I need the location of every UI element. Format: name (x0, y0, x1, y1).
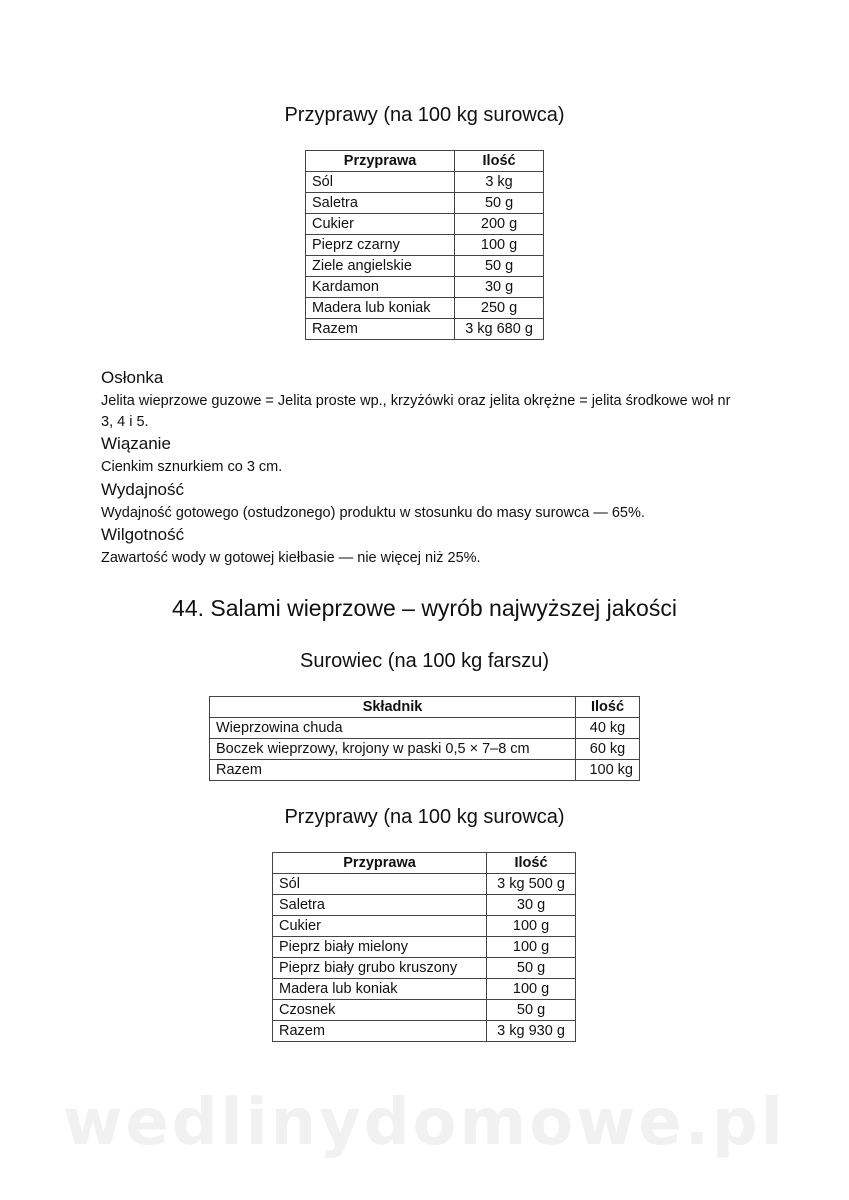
ingredient-cell: Razem (210, 760, 576, 781)
moisture-heading: Wilgotność (101, 525, 185, 544)
quantity-cell: 200 g (455, 214, 544, 235)
table-row (306, 298, 544, 319)
table-row (273, 1021, 576, 1042)
ingredient-cell: Razem (306, 319, 455, 340)
raw-material-table (209, 696, 640, 781)
ingredient-cell: Madera lub koniak (306, 298, 455, 319)
quantity-cell: 100 g (455, 235, 544, 256)
raw-material-title: Surowiec (na 100 kg farszu) (299, 650, 549, 672)
ingredient-cell: Saletra (273, 895, 487, 916)
column-header: Ilość (487, 853, 576, 874)
ingredient-cell: Cukier (306, 214, 455, 235)
column-header: Składnik (210, 697, 576, 718)
table-row (273, 874, 576, 895)
table-row (306, 319, 544, 340)
ingredient-cell: Wieprzowina chuda (210, 718, 576, 739)
quantity-cell: 3 kg (455, 172, 544, 193)
ingredient-cell: Boczek wieprzowy, krojony w paski 0,5 × 7–8 cm (210, 739, 576, 760)
casing-heading: Osłonka (101, 368, 164, 387)
table-row (273, 1000, 576, 1021)
ingredient-cell: Czosnek (273, 1000, 487, 1021)
ingredient-cell: Sól (273, 874, 487, 895)
table-row (210, 739, 640, 760)
moisture-text: Zawartość wody w gotowej kiełbasie — nie więcej niż 25%. (101, 550, 481, 566)
table-row (306, 172, 544, 193)
quantity-cell: 50 g (455, 193, 544, 214)
ingredient-cell: Kardamon (306, 277, 455, 298)
quantity-cell: 3 kg 680 g (455, 319, 544, 340)
quantity-cell: 30 g (487, 895, 576, 916)
column-header: Przyprawa (273, 853, 487, 874)
table-header-row (210, 697, 640, 718)
column-header: Przyprawa (306, 151, 455, 172)
quantity-cell: 40 kg (576, 718, 640, 739)
table-row (306, 256, 544, 277)
ingredient-cell: Madera lub koniak (273, 979, 487, 1000)
column-header: Ilość (576, 697, 640, 718)
ingredient-cell: Razem (273, 1021, 487, 1042)
table-header-row (306, 151, 544, 172)
table-row (306, 277, 544, 298)
recipe-title: 44. Salami wieprzowe – wyrób najwyższej jakości (172, 595, 677, 621)
quantity-cell: 60 kg (576, 739, 640, 760)
quantity-cell: 100 kg (576, 760, 640, 781)
table-header-row (273, 853, 576, 874)
yield-heading: Wydajność (101, 480, 184, 499)
quantity-cell: 50 g (455, 256, 544, 277)
quantity-cell: 250 g (455, 298, 544, 319)
tying-text: Cienkim sznurkiem co 3 cm. (101, 459, 283, 475)
spices-table-1 (305, 150, 544, 340)
quantity-cell: 3 kg 930 g (487, 1021, 576, 1042)
quantity-cell: 100 g (487, 979, 576, 1000)
yield-text: Wydajność gotowego (ostudzonego) produktu w stosunku do masy surowca — 65%. (101, 505, 645, 521)
casing-text: Jelita wieprzowe guzowe = Jelita proste wp., krzyżówki oraz jelita okrężne = jelita środkowe woł nr 3, 4 i 5. (101, 393, 731, 430)
table-row (273, 895, 576, 916)
table-row (210, 760, 640, 781)
ingredient-cell: Cukier (273, 916, 487, 937)
table-row (273, 958, 576, 979)
table-row (306, 235, 544, 256)
ingredient-cell: Ziele angielskie (306, 256, 455, 277)
quantity-cell: 30 g (455, 277, 544, 298)
ingredient-cell: Sól (306, 172, 455, 193)
ingredient-cell: Pieprz biały grubo kruszony (273, 958, 487, 979)
table-row (306, 193, 544, 214)
table-row (273, 937, 576, 958)
quantity-cell: 3 kg 500 g (487, 874, 576, 895)
table-row (210, 718, 640, 739)
table-row (306, 214, 544, 235)
ingredient-cell: Pieprz czarny (306, 235, 455, 256)
tying-heading: Wiązanie (101, 434, 171, 453)
quantity-cell: 100 g (487, 916, 576, 937)
spices-title-2: Przyprawy (na 100 kg surowca) (284, 806, 565, 828)
spices-table-2 (272, 852, 576, 1042)
ingredient-cell: Saletra (306, 193, 455, 214)
table-row (273, 979, 576, 1000)
watermark: wedlinydomowe.pl (63, 1086, 786, 1160)
ingredient-cell: Pieprz biały mielony (273, 937, 487, 958)
column-header: Ilość (455, 151, 544, 172)
quantity-cell: 50 g (487, 958, 576, 979)
table-row (273, 916, 576, 937)
spices-title-1: Przyprawy (na 100 kg surowca) (284, 104, 565, 126)
quantity-cell: 100 g (487, 937, 576, 958)
quantity-cell: 50 g (487, 1000, 576, 1021)
